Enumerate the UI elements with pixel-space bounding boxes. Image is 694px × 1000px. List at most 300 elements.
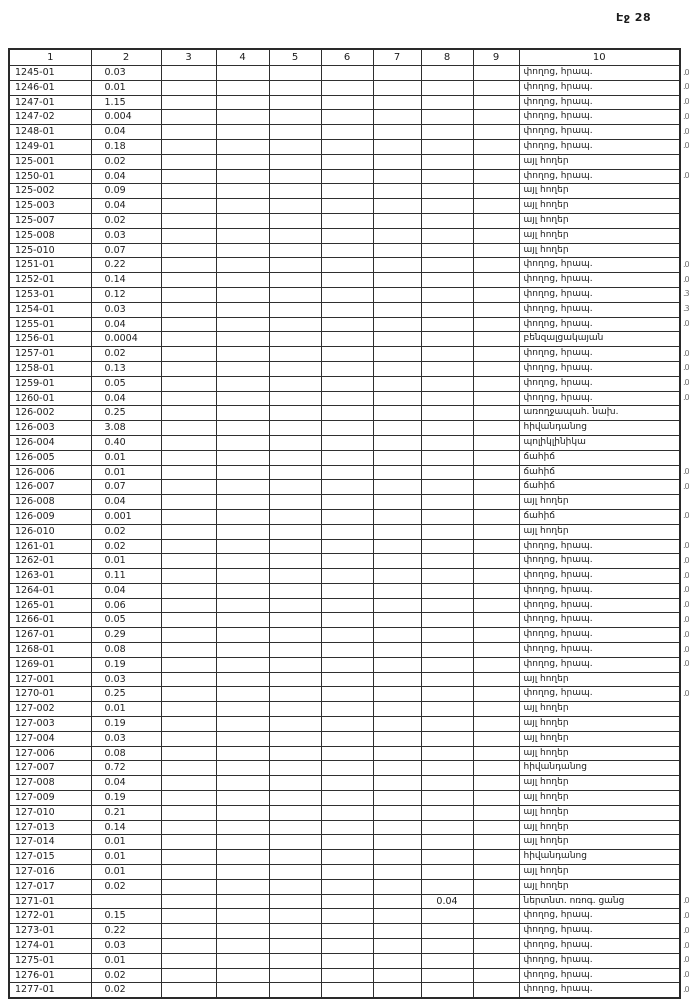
empty-cell	[321, 66, 373, 81]
empty-cell	[216, 746, 269, 761]
area-value: 0.04	[91, 169, 161, 184]
margin-mark: .0	[683, 378, 689, 387]
table-row	[9, 139, 680, 154]
land-use: փողոց, հրապ.	[519, 302, 680, 317]
col8-value	[421, 465, 473, 480]
empty-cell	[473, 583, 519, 598]
empty-cell	[373, 243, 421, 258]
col8-value	[421, 598, 473, 613]
empty-cell	[269, 761, 321, 776]
col8-value	[421, 110, 473, 125]
parcel-code: 1253-01	[9, 287, 91, 302]
area-value: 0.02	[91, 213, 161, 228]
parcel-code: 1267-01	[9, 628, 91, 643]
empty-cell	[473, 894, 519, 909]
area-value: 0.40	[91, 435, 161, 450]
empty-cell	[269, 465, 321, 480]
col8-value	[421, 287, 473, 302]
column-header: 2	[91, 49, 161, 66]
table-row	[9, 879, 680, 894]
area-value: 0.02	[91, 154, 161, 169]
empty-cell	[216, 199, 269, 214]
empty-cell	[321, 687, 373, 702]
empty-cell	[269, 139, 321, 154]
table-row	[9, 687, 680, 702]
land-use: փողոց, հրապ.	[519, 613, 680, 628]
empty-cell	[473, 983, 519, 998]
land-use: պոլիկլինիկա	[519, 435, 680, 450]
empty-cell	[373, 746, 421, 761]
parcel-code: 126-005	[9, 450, 91, 465]
empty-cell	[216, 125, 269, 140]
empty-cell	[216, 628, 269, 643]
col8-value	[421, 554, 473, 569]
empty-cell	[161, 850, 216, 865]
table-row	[9, 746, 680, 761]
parcel-code: 125-001	[9, 154, 91, 169]
land-use: փողոց, հրապ.	[519, 95, 680, 110]
area-value: 0.08	[91, 643, 161, 658]
empty-cell	[373, 332, 421, 347]
empty-cell	[473, 746, 519, 761]
margin-mark: .0	[683, 260, 689, 269]
area-value: 0.03	[91, 672, 161, 687]
empty-cell	[216, 524, 269, 539]
table-row	[9, 480, 680, 495]
empty-cell	[269, 894, 321, 909]
empty-cell	[321, 213, 373, 228]
land-use: ճահիճ	[519, 480, 680, 495]
area-value: 0.04	[91, 583, 161, 598]
area-value: 0.08	[91, 746, 161, 761]
col8-value	[421, 924, 473, 939]
empty-cell	[216, 924, 269, 939]
empty-cell	[216, 850, 269, 865]
empty-cell	[373, 717, 421, 732]
area-value: 0.14	[91, 273, 161, 288]
empty-cell	[473, 850, 519, 865]
empty-cell	[216, 154, 269, 169]
area-value: 0.01	[91, 953, 161, 968]
col8-value	[421, 672, 473, 687]
area-value: 0.03	[91, 66, 161, 81]
col8-value	[421, 332, 473, 347]
empty-cell	[216, 273, 269, 288]
empty-cell	[473, 953, 519, 968]
empty-cell	[321, 184, 373, 199]
col8-value	[421, 539, 473, 554]
area-value: 0.13	[91, 361, 161, 376]
empty-cell	[216, 287, 269, 302]
area-value: 0.11	[91, 569, 161, 584]
empty-cell	[216, 213, 269, 228]
empty-cell	[269, 258, 321, 273]
table-row	[9, 657, 680, 672]
land-use: այլ հողեր	[519, 199, 680, 214]
empty-cell	[373, 761, 421, 776]
empty-cell	[161, 746, 216, 761]
col8-value	[421, 317, 473, 332]
table-row	[9, 953, 680, 968]
table-row	[9, 361, 680, 376]
area-value: 0.01	[91, 865, 161, 880]
empty-cell	[373, 879, 421, 894]
parcel-code: 1275-01	[9, 953, 91, 968]
land-use: փողոց, հրապ.	[519, 110, 680, 125]
parcel-code: 1271-01	[9, 894, 91, 909]
area-value: 3.08	[91, 421, 161, 436]
empty-cell	[373, 273, 421, 288]
area-value: 0.01	[91, 554, 161, 569]
empty-cell	[269, 347, 321, 362]
empty-cell	[373, 643, 421, 658]
table-row	[9, 450, 680, 465]
empty-cell	[161, 347, 216, 362]
margin-mark: .3	[683, 304, 689, 313]
col8-value	[421, 717, 473, 732]
parcel-code: 1257-01	[9, 347, 91, 362]
empty-cell	[269, 939, 321, 954]
col8-value	[421, 643, 473, 658]
empty-cell	[373, 628, 421, 643]
land-use: այլ հողեր	[519, 835, 680, 850]
empty-cell	[161, 376, 216, 391]
margin-mark: .0	[683, 985, 689, 994]
empty-cell	[373, 480, 421, 495]
empty-cell	[321, 820, 373, 835]
table-row	[9, 613, 680, 628]
empty-cell	[473, 672, 519, 687]
table-row	[9, 125, 680, 140]
parcel-code: 1256-01	[9, 332, 91, 347]
empty-cell	[269, 406, 321, 421]
empty-cell	[269, 717, 321, 732]
empty-cell	[216, 509, 269, 524]
land-use: ներտնտ. ոռոգ. ցանց	[519, 894, 680, 909]
empty-cell	[473, 258, 519, 273]
empty-cell	[473, 243, 519, 258]
table-row	[9, 406, 680, 421]
area-value: 0.22	[91, 924, 161, 939]
area-value: 0.01	[91, 850, 161, 865]
area-value: 0.01	[91, 450, 161, 465]
empty-cell	[216, 95, 269, 110]
empty-cell	[321, 465, 373, 480]
land-use: փողոց, հրապ.	[519, 939, 680, 954]
table-row	[9, 154, 680, 169]
empty-cell	[216, 894, 269, 909]
empty-cell	[321, 583, 373, 598]
margin-mark: .0	[683, 141, 689, 150]
land-use: այլ հողեր	[519, 243, 680, 258]
empty-cell	[269, 539, 321, 554]
empty-cell	[269, 450, 321, 465]
col8-value	[421, 583, 473, 598]
empty-cell	[373, 909, 421, 924]
empty-cell	[473, 731, 519, 746]
land-use: փողոց, հրապ.	[519, 347, 680, 362]
empty-cell	[321, 968, 373, 983]
area-value: 0.02	[91, 879, 161, 894]
table-row	[9, 761, 680, 776]
empty-cell	[473, 480, 519, 495]
empty-cell	[321, 791, 373, 806]
empty-cell	[321, 539, 373, 554]
empty-cell	[161, 628, 216, 643]
area-value: 0.09	[91, 184, 161, 199]
col8-value	[421, 761, 473, 776]
table-row	[9, 583, 680, 598]
parcel-code: 1248-01	[9, 125, 91, 140]
empty-cell	[373, 391, 421, 406]
empty-cell	[216, 717, 269, 732]
land-use: փողոց, հրապ.	[519, 628, 680, 643]
empty-cell	[269, 213, 321, 228]
empty-cell	[373, 347, 421, 362]
empty-cell	[269, 169, 321, 184]
column-header: 5	[269, 49, 321, 66]
empty-cell	[216, 495, 269, 510]
empty-cell	[373, 287, 421, 302]
table-row	[9, 894, 680, 909]
empty-cell	[373, 524, 421, 539]
empty-cell	[373, 672, 421, 687]
empty-cell	[473, 495, 519, 510]
empty-cell	[269, 273, 321, 288]
empty-cell	[269, 687, 321, 702]
area-value: 0.15	[91, 909, 161, 924]
empty-cell	[161, 154, 216, 169]
empty-cell	[321, 761, 373, 776]
empty-cell	[161, 80, 216, 95]
parcel-code: 125-007	[9, 213, 91, 228]
empty-cell	[216, 317, 269, 332]
land-use: փողոց, հրապ.	[519, 968, 680, 983]
parcel-code: 127-010	[9, 805, 91, 820]
parcel-code: 1269-01	[9, 657, 91, 672]
empty-cell	[373, 317, 421, 332]
area-value: 0.07	[91, 480, 161, 495]
col8-value	[421, 228, 473, 243]
margin-mark: .3	[683, 289, 689, 298]
empty-cell	[321, 953, 373, 968]
area-value: 0.04	[91, 317, 161, 332]
empty-cell	[321, 376, 373, 391]
parcel-code: 126-009	[9, 509, 91, 524]
empty-cell	[473, 435, 519, 450]
empty-cell	[373, 213, 421, 228]
empty-cell	[269, 554, 321, 569]
col8-value	[421, 273, 473, 288]
empty-cell	[321, 909, 373, 924]
land-use: փողոց, հրապ.	[519, 643, 680, 658]
parcel-code: 1274-01	[9, 939, 91, 954]
table-row	[9, 199, 680, 214]
empty-cell	[473, 939, 519, 954]
empty-cell	[216, 376, 269, 391]
empty-cell	[161, 672, 216, 687]
empty-cell	[373, 302, 421, 317]
empty-cell	[373, 539, 421, 554]
empty-cell	[321, 391, 373, 406]
land-use: փողոց, հրապ.	[519, 391, 680, 406]
empty-cell	[373, 66, 421, 81]
empty-cell	[161, 228, 216, 243]
parcel-code: 1252-01	[9, 273, 91, 288]
empty-cell	[161, 657, 216, 672]
area-value: 0.07	[91, 243, 161, 258]
land-use: հիվանդանոց	[519, 850, 680, 865]
margin-mark: .0	[683, 926, 689, 935]
empty-cell	[161, 361, 216, 376]
table-row	[9, 435, 680, 450]
area-value: 0.01	[91, 465, 161, 480]
empty-cell	[321, 273, 373, 288]
area-value: 0.01	[91, 835, 161, 850]
area-value: 0.12	[91, 287, 161, 302]
empty-cell	[321, 258, 373, 273]
empty-cell	[473, 509, 519, 524]
area-value: 0.03	[91, 939, 161, 954]
area-value: 0.19	[91, 657, 161, 672]
land-use: փողոց, հրապ.	[519, 376, 680, 391]
empty-cell	[216, 347, 269, 362]
empty-cell	[216, 983, 269, 998]
margin-mark: .0	[683, 68, 689, 77]
empty-cell	[373, 657, 421, 672]
empty-cell	[161, 258, 216, 273]
table-row	[9, 347, 680, 362]
parcel-code: 127-015	[9, 850, 91, 865]
area-value: 0.14	[91, 820, 161, 835]
empty-cell	[161, 643, 216, 658]
col8-value: 0.04	[421, 894, 473, 909]
empty-cell	[161, 169, 216, 184]
land-use: այլ հողեր	[519, 154, 680, 169]
empty-cell	[373, 376, 421, 391]
land-use: փողոց, հրապ.	[519, 554, 680, 569]
empty-cell	[373, 154, 421, 169]
parcel-code: 127-017	[9, 879, 91, 894]
parcel-code: 1255-01	[9, 317, 91, 332]
empty-cell	[269, 702, 321, 717]
empty-cell	[321, 435, 373, 450]
empty-cell	[373, 865, 421, 880]
table-row	[9, 495, 680, 510]
area-value: 0.19	[91, 791, 161, 806]
empty-cell	[269, 835, 321, 850]
empty-cell	[473, 761, 519, 776]
empty-cell	[321, 835, 373, 850]
empty-cell	[373, 406, 421, 421]
empty-cell	[321, 361, 373, 376]
col8-value	[421, 95, 473, 110]
table-row	[9, 332, 680, 347]
parcel-code: 126-002	[9, 406, 91, 421]
empty-cell	[473, 702, 519, 717]
col8-value	[421, 731, 473, 746]
empty-cell	[473, 539, 519, 554]
col8-value	[421, 302, 473, 317]
empty-cell	[269, 80, 321, 95]
col8-value	[421, 569, 473, 584]
area-value: 0.01	[91, 702, 161, 717]
parcel-code: 125-010	[9, 243, 91, 258]
empty-cell	[161, 332, 216, 347]
empty-cell	[216, 968, 269, 983]
empty-cell	[161, 865, 216, 880]
empty-cell	[216, 480, 269, 495]
land-use: այլ հողեր	[519, 820, 680, 835]
empty-cell	[321, 317, 373, 332]
empty-cell	[373, 613, 421, 628]
col8-value	[421, 243, 473, 258]
empty-cell	[473, 95, 519, 110]
empty-cell	[269, 746, 321, 761]
margin-mark: .0	[683, 393, 689, 402]
margin-mark: .0	[683, 556, 689, 565]
empty-cell	[373, 939, 421, 954]
parcel-code: 125-002	[9, 184, 91, 199]
col8-value	[421, 66, 473, 81]
empty-cell	[269, 287, 321, 302]
land-use: փողոց, հրապ.	[519, 361, 680, 376]
empty-cell	[321, 613, 373, 628]
land-use: այլ հողեր	[519, 228, 680, 243]
col8-value	[421, 791, 473, 806]
table-row	[9, 924, 680, 939]
table-row	[9, 731, 680, 746]
area-value: 0.06	[91, 598, 161, 613]
parcel-code: 1251-01	[9, 258, 91, 273]
land-use: փողոց, հրապ.	[519, 80, 680, 95]
empty-cell	[216, 569, 269, 584]
empty-cell	[473, 569, 519, 584]
empty-cell	[161, 717, 216, 732]
table-row	[9, 287, 680, 302]
empty-cell	[216, 465, 269, 480]
col8-value	[421, 983, 473, 998]
parcel-code: 1270-01	[9, 687, 91, 702]
area-value: 0.02	[91, 539, 161, 554]
empty-cell	[161, 287, 216, 302]
empty-cell	[473, 376, 519, 391]
parcel-code: 1254-01	[9, 302, 91, 317]
empty-cell	[373, 110, 421, 125]
area-value: 0.001	[91, 509, 161, 524]
area-value: 0.03	[91, 302, 161, 317]
parcel-code: 1263-01	[9, 569, 91, 584]
parcel-code: 1259-01	[9, 376, 91, 391]
empty-cell	[473, 347, 519, 362]
empty-cell	[216, 243, 269, 258]
empty-cell	[321, 939, 373, 954]
margin-mark: .0	[683, 112, 689, 121]
table-row	[9, 228, 680, 243]
empty-cell	[269, 391, 321, 406]
empty-cell	[161, 894, 216, 909]
empty-cell	[321, 569, 373, 584]
col8-value	[421, 213, 473, 228]
empty-cell	[269, 125, 321, 140]
table-row	[9, 554, 680, 569]
margin-mark: .0	[683, 349, 689, 358]
empty-cell	[473, 554, 519, 569]
empty-cell	[161, 805, 216, 820]
land-use: այլ հողեր	[519, 865, 680, 880]
parcel-code: 126-010	[9, 524, 91, 539]
empty-cell	[473, 184, 519, 199]
